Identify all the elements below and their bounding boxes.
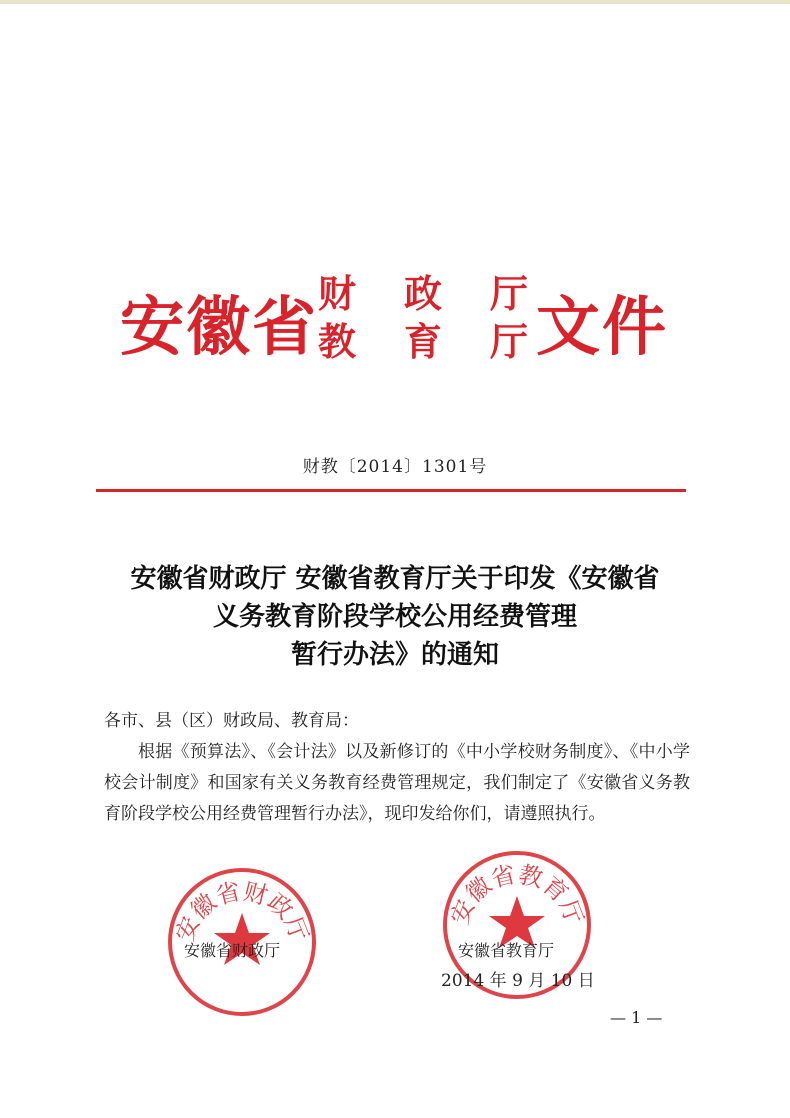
issue-date: 2014 年 9 月 10 日 bbox=[441, 971, 595, 991]
title-line-3: 暂行办法》的通知 bbox=[290, 640, 499, 670]
body-paragraph: 根据《预算法》、《会计法》以及新修订的《中小学校财务制度》、《中小学校会计制度》和国家有关义务教育经费管理规定，我们制定了《安徽省义务教育阶段学校公用经费管理暂行办法》，现印发给你们，请遵照执行。 bbox=[104, 742, 690, 824]
notice-title bbox=[80, 560, 710, 674]
signature-finance: 安徽省财政厅 bbox=[184, 941, 281, 960]
document-word: 文件 bbox=[536, 290, 668, 365]
document-header bbox=[120, 270, 680, 370]
issuer-province: 安徽省 bbox=[120, 290, 318, 365]
notice-body bbox=[104, 706, 690, 830]
issuer-departments bbox=[318, 270, 528, 366]
scan-edge bbox=[0, 0, 790, 4]
page-number: — 1 — bbox=[610, 1008, 663, 1027]
title-line-2: 义务教育阶段学校公用经费管理 bbox=[212, 602, 577, 632]
education-seal-text: 安徽省教育厅 bbox=[445, 860, 589, 929]
red-divider bbox=[96, 489, 686, 492]
department-education: 教 育 厅 bbox=[318, 319, 528, 364]
signature-education: 安徽省教育厅 bbox=[458, 941, 555, 960]
document-number: 财教〔2014〕1301号 bbox=[302, 457, 488, 477]
salutation: 各市、县（区）财政局、教育局： bbox=[104, 711, 359, 731]
department-finance: 财 政 厅 bbox=[318, 271, 528, 316]
title-line-1: 安徽省财政厅 安徽省教育厅关于印发《安徽省 bbox=[130, 564, 660, 594]
finance-seal-text: 安徽省财政厅 bbox=[170, 877, 314, 946]
